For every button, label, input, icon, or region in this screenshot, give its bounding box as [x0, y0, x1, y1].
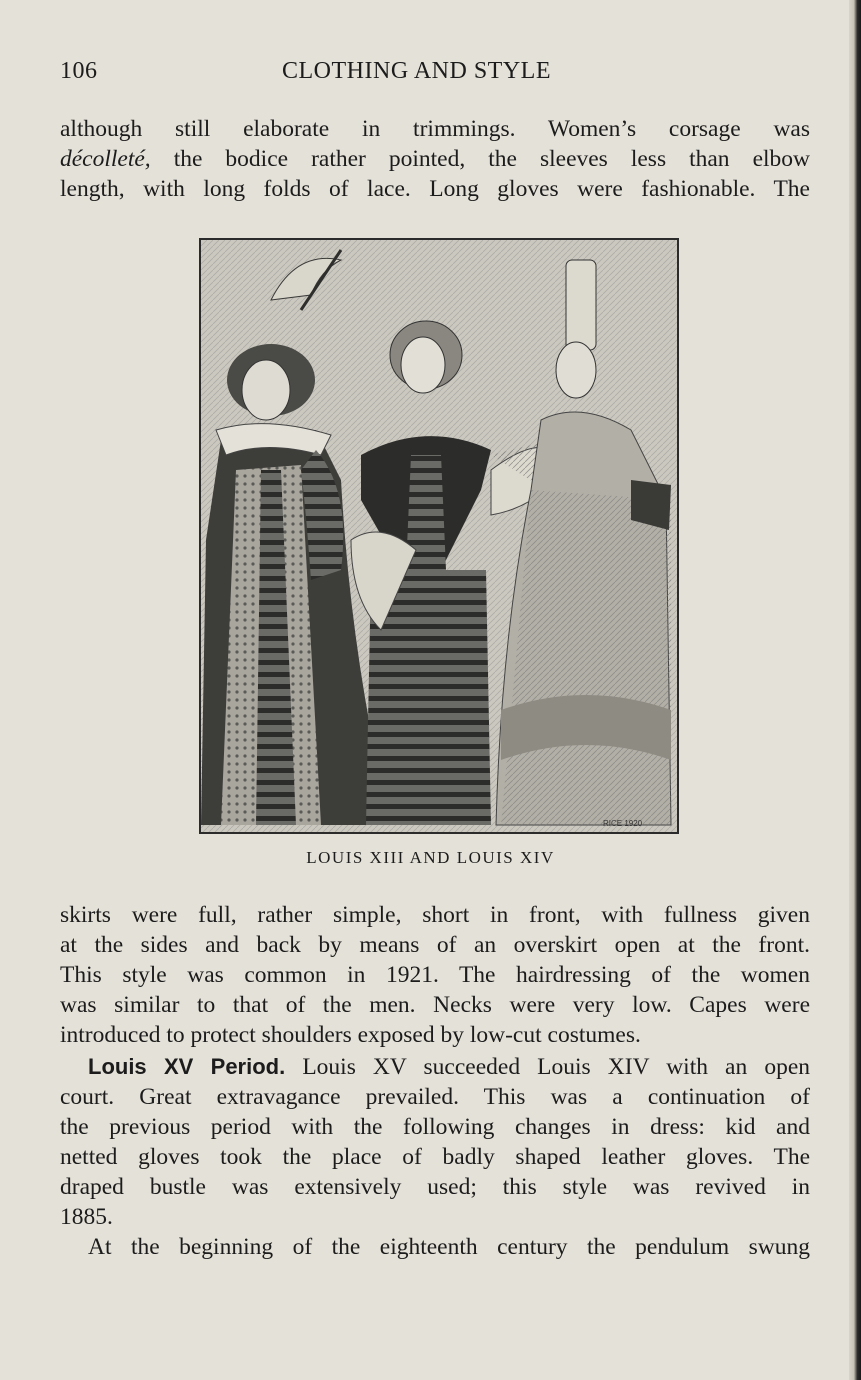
text-line: court. Great extravagance prevailed. This was a continuation of [60, 1084, 810, 1110]
page-edge [849, 0, 861, 1380]
illustration-drawing [201, 240, 677, 832]
text-line: at the sides and back by means of an overskirt open at the front. [60, 932, 810, 958]
page-number: 106 [60, 58, 98, 84]
italic-term: décolleté, [60, 146, 151, 172]
page-header [60, 58, 810, 92]
artist-signature: RICE 1920 [603, 819, 643, 828]
paragraph-2 [60, 900, 810, 1050]
text-line [60, 1052, 810, 1082]
paragraph-3 [60, 1052, 810, 1232]
text-run: Louis XV succeeded Louis XIV with an open [285, 1054, 811, 1080]
figure-caption: LOUIS XIII AND LOUIS XIV [306, 848, 555, 867]
text-line: At the beginning of the eighteenth century the pendulum swung [88, 1234, 810, 1260]
text-run: the bodice rather pointed, the sleeves less than elbow [150, 146, 810, 172]
text-line: length, with long folds of lace. Long gloves were fashionable. The [60, 176, 810, 202]
text-line: the previous period with the following changes in dress: kid and [60, 1114, 810, 1140]
paragraph-1 [60, 114, 810, 204]
section-heading: Louis XV Period. [88, 1054, 286, 1079]
text-line: This style was common in 1921. The hairdressing of the women [60, 962, 810, 988]
running-title: CLOTHING AND STYLE [282, 58, 551, 84]
paragraph-4 [60, 1232, 810, 1262]
costume-illustration [199, 238, 679, 834]
text-line [60, 144, 810, 174]
text-line: although still elaborate in trimmings. Women’s corsage was [60, 116, 810, 142]
text-line: netted gloves took the place of badly shaped leather gloves. The [60, 1144, 810, 1170]
text-line: was similar to that of the men. Necks were very low. Capes were [60, 992, 810, 1018]
text-line: 1885. [60, 1204, 113, 1230]
text-line: skirts were full, rather simple, short in front, with fullness given [60, 902, 810, 928]
text-line: introduced to protect shoulders exposed by low-cut costumes. [60, 1022, 641, 1048]
text-line: draped bustle was extensively used; this style was revived in [60, 1174, 810, 1200]
